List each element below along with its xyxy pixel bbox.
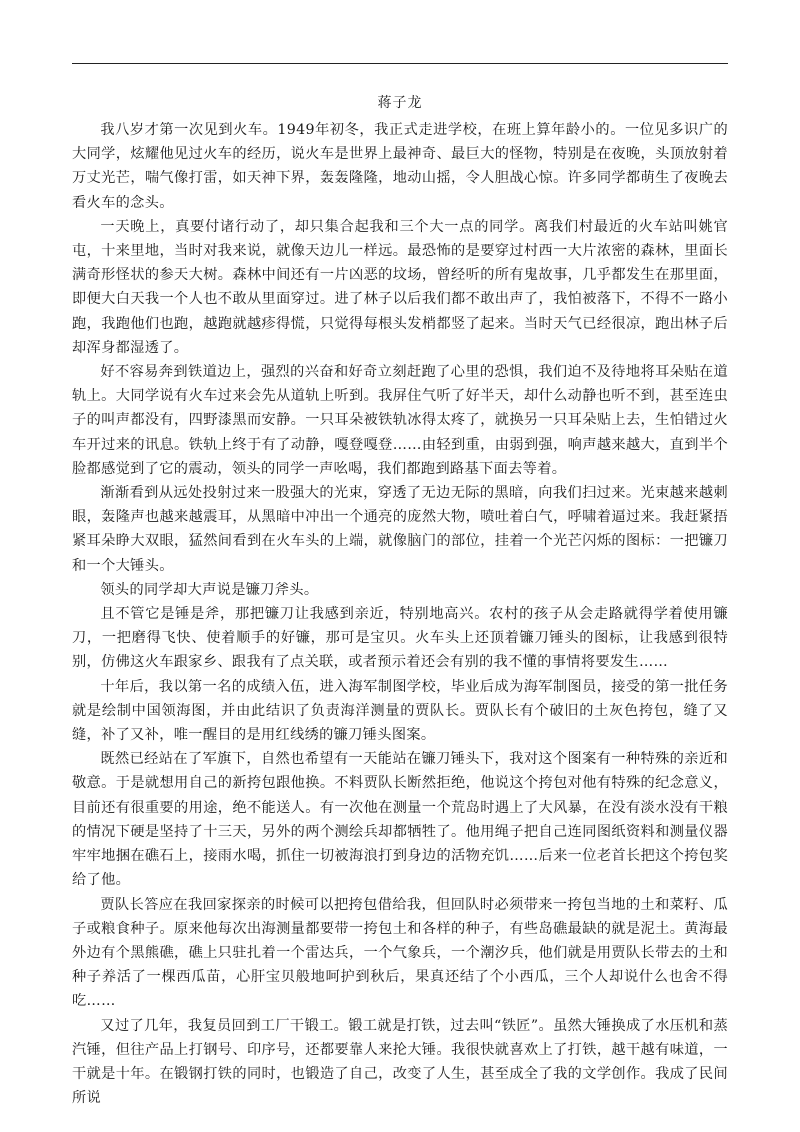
paragraph: 一天晚上，真要付诸行动了，却只集合起我和三个大一点的同学。离我们村最近的火车站叫姚官屯，十来里地，当时对我来说，就像天边儿一样远。最恐怖的是要穿过村西一大片浓密的森林，里面长满奇形怪状的参天大树。森林中间还有一片凶恶的坟场，曾经听的所有鬼故事，几乎都发生在那里面，即便大白天我一个人也不敢从里面穿过。进了林子以后我们都不敢出声了，我怕被落下，不得不一路小跑，我跑他们也跑，越跑就越疹得慌，只觉得每根头发梢都竖了起来。当时天气已经很凉，跑出林子后却浑身都湿透了。 bbox=[72, 218, 728, 356]
paragraph: 既然已经站在了军旗下，自然也希望有一天能站在镰刀锤头下，我对这个图案有一种特殊的亲近和敬意。于是就想用自己的新挎包跟他换。不料贾队长断然拒绝，他说这个挎包对他有特殊的纪念意义，目前还有很重要的用途，绝不能送人。有一次他在测量一个荒岛时遇上了大风暴，在没有淡水没有干粮的情况下硬是坚持了十三天，另外的两个测绘兵却都牺牲了。他用绳子把自己连同图纸资料和测量仪器牢牢地捆在礁石上，接雨水喝，抓住一切被海浪打到身边的活物充饥……后来一位老首长把这个挎包奖给了他。 bbox=[72, 751, 728, 889]
paragraph: 我八岁才第一次见到火车。1949年初冬，我正式走进学校，在班上算年龄小的。一位见多识广的大同学，炫耀他见过火车的经历，说火车是世界上最神奇、最巨大的怪物，特别是在夜晚，头顶放射着万丈光芒，喘气像打雷，如天神下界，轰轰隆隆，地动山摇，令人胆战心惊。许多同学都萌生了夜晚去看火车的念头。 bbox=[72, 122, 728, 211]
author-name: 蒋子龙 bbox=[377, 95, 423, 111]
paragraph: 渐渐看到从远处投射过来一股强大的光束，穿透了无边无际的黑暗，向我们扫过来。光束越来越刺眼，轰隆声也越来越震耳，从黑暗中冲出一个通亮的庞然大物，喷吐着白气，呼啸着逼过来。我赶紧捂紧耳朵睁大双眼，猛然间看到在火车头的上端，就像脑门的部位，挂着一个光芒闪烁的图标：一把镰刀和一个大锤头。 bbox=[72, 485, 728, 574]
paragraph: 贾队长答应在我回家探亲的时候可以把挎包借给我，但回队时必须带来一挎包当地的土和菜籽、瓜子或粮食种子。原来他每次出海测量都要带一挎包土和各样的种子，有些岛礁最缺的就是泥土。黄海最外边有个黑熊礁，礁上只驻扎着一个雷达兵，一个气象兵，一个潮汐兵，他们就是用贾队长带去的土和种子养活了一棵西瓜苗，心肝宝贝般地呵护到秋后，果真还结了个小西瓜，三个人却说什么也舍不得吃…… bbox=[72, 896, 728, 1010]
paragraph: 且不管它是锤是斧，那把镰刀让我感到亲近，特别地高兴。农村的孩子从会走路就得学着使用镰刀，一把磨得飞快、使着顺手的好镰，那可是宝贝。火车头上还顶着镰刀锤头的图标，让我感到很特别，仿佛这火车跟家乡、跟我有了点关联，或者预示着还会有别的我不懂的事情将要发生…… bbox=[72, 606, 728, 671]
article-body bbox=[72, 118, 728, 1110]
paragraph: 好不容易奔到铁道边上，强烈的兴奋和好奇立刻赶跑了心里的恐惧，我们迫不及待地将耳朵贴在道轨上。大同学说有火车过来会先从道轨上听到。我屏住气听了好半天，却什么动静也听不到，甚至连虫子的叫声都没有，四野漆黑而安静。一只耳朵被铁轨冰得太疼了，就换另一只耳朵贴上去，生怕错过火车开过来的讯息。铁轨上终于有了动静，嘎登嘎登……由轻到重，由弱到强，响声越来越大，直到半个脸都感觉到了它的震动，领头的同学一声吆喝，我们都跑到路基下面去等着。 bbox=[72, 364, 728, 477]
paragraph: 十年后，我以第一名的成绩入伍，进入海军制图学校，毕业后成为海军制图员，接受的第一批任务就是绘制中国领海图，并由此结识了负责海洋测量的贾队长。贾队长有个破旧的土灰色挎包，缝了又缝，补了又补，唯一醒目的是用红线绣的镰刀锤头图案。 bbox=[72, 678, 728, 744]
paragraph: 领头的同学却大声说是镰刀斧头。 bbox=[100, 581, 319, 598]
header-rule bbox=[72, 63, 728, 64]
paragraph: 又过了几年，我复员回到工厂干锻工。锻工就是打铁，过去叫“铁匠”。虽然大锤换成了水压机和蒸汽锤，但往产品上打钢号、印序号，还都要靠人来抡大锤。我很快就喜欢上了打铁，越干越有味道，一干就是十年。在锻钢打铁的同时，也锻造了自己，改变了人生，甚至成全了我的文学创作。我成了民间所说 bbox=[72, 1017, 728, 1107]
